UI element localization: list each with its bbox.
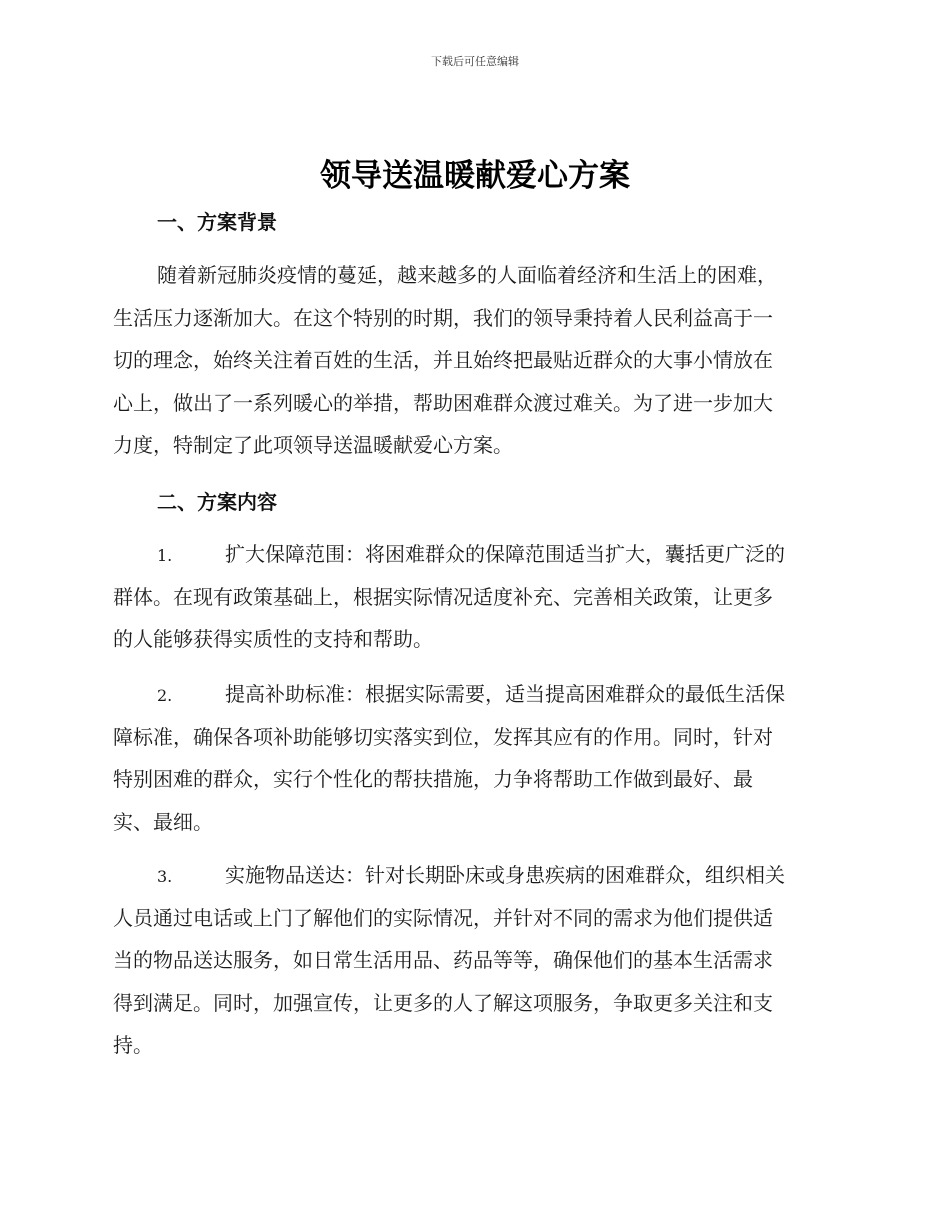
paragraph-line: 当的物品送达服务，如日常生活用品、药品等等，确保他们的基本生活需求 [113,948,773,972]
paragraph-line: 群体。在现有政策基础上，根据实际情况适度补充、完善相关政策，让更多 [113,584,773,609]
document-title: 领导送温暖献爱心方案 [320,158,630,194]
paragraph-line: 人员通过电话或上门了解他们的实际情况，并针对不同的需求为他们提供适 [113,905,773,930]
list-item [113,854,833,1067]
paragraph-line: 得到满足。同时，加强宣传，让更多的人了解这项服务，争取更多关注和支 [113,990,773,1015]
paragraph-line: 特别困难的群众，实行个性化的帮扶措施，力争将帮助工作做到最好、最 [113,767,753,791]
list-item [113,533,833,661]
item-number: 3. [157,867,173,886]
paragraph-line: 切的理念，始终关注着百姓的生活，并且始终把最贴近群众的大事小情放在 [113,348,773,372]
paragraph-line: 持。 [113,1033,153,1057]
list-item [113,673,833,843]
item-number: 1. [157,546,173,565]
section-heading-content: 二、方案内容 [157,490,277,514]
paragraph-line: 心上，做出了一系列暖心的举措，帮助困难群众渡过难关。为了进一步加大 [113,390,773,415]
paragraph-line: 障标准，确保各项补助能够切实落实到位，发挥其应有的作用。同时，针对 [113,724,773,749]
paragraph-line: 提高补助标准：根据实际需要，适当提高困难群众的最低生活保 [225,682,785,706]
paragraph-line: 随着新冠肺炎疫情的蔓延，越来越多的人面临着经济和生活上的困难， [157,263,777,287]
section-heading-background: 一、方案背景 [157,210,277,234]
paragraph-line: 的人能够获得实质性的支持和帮助。 [113,627,433,651]
background-paragraph [113,254,833,467]
paragraph-line: 生活压力逐渐加大。在这个特别的时期，我们的领导秉持着人民利益高于一 [113,305,773,330]
paragraph-line: 扩大保障范围：将困难群众的保障范围适当扩大，囊括更广泛的 [225,542,785,566]
paragraph-line: 力度，特制定了此项领导送温暖献爱心方案。 [113,433,513,457]
item-number: 2. [157,686,173,705]
paragraph-line: 实、最细。 [113,809,213,834]
header-note: 下载后可任意编辑 [431,55,519,68]
paragraph-line: 实施物品送达：针对长期卧床或身患疾病的困难群众，组织相关 [225,863,785,887]
